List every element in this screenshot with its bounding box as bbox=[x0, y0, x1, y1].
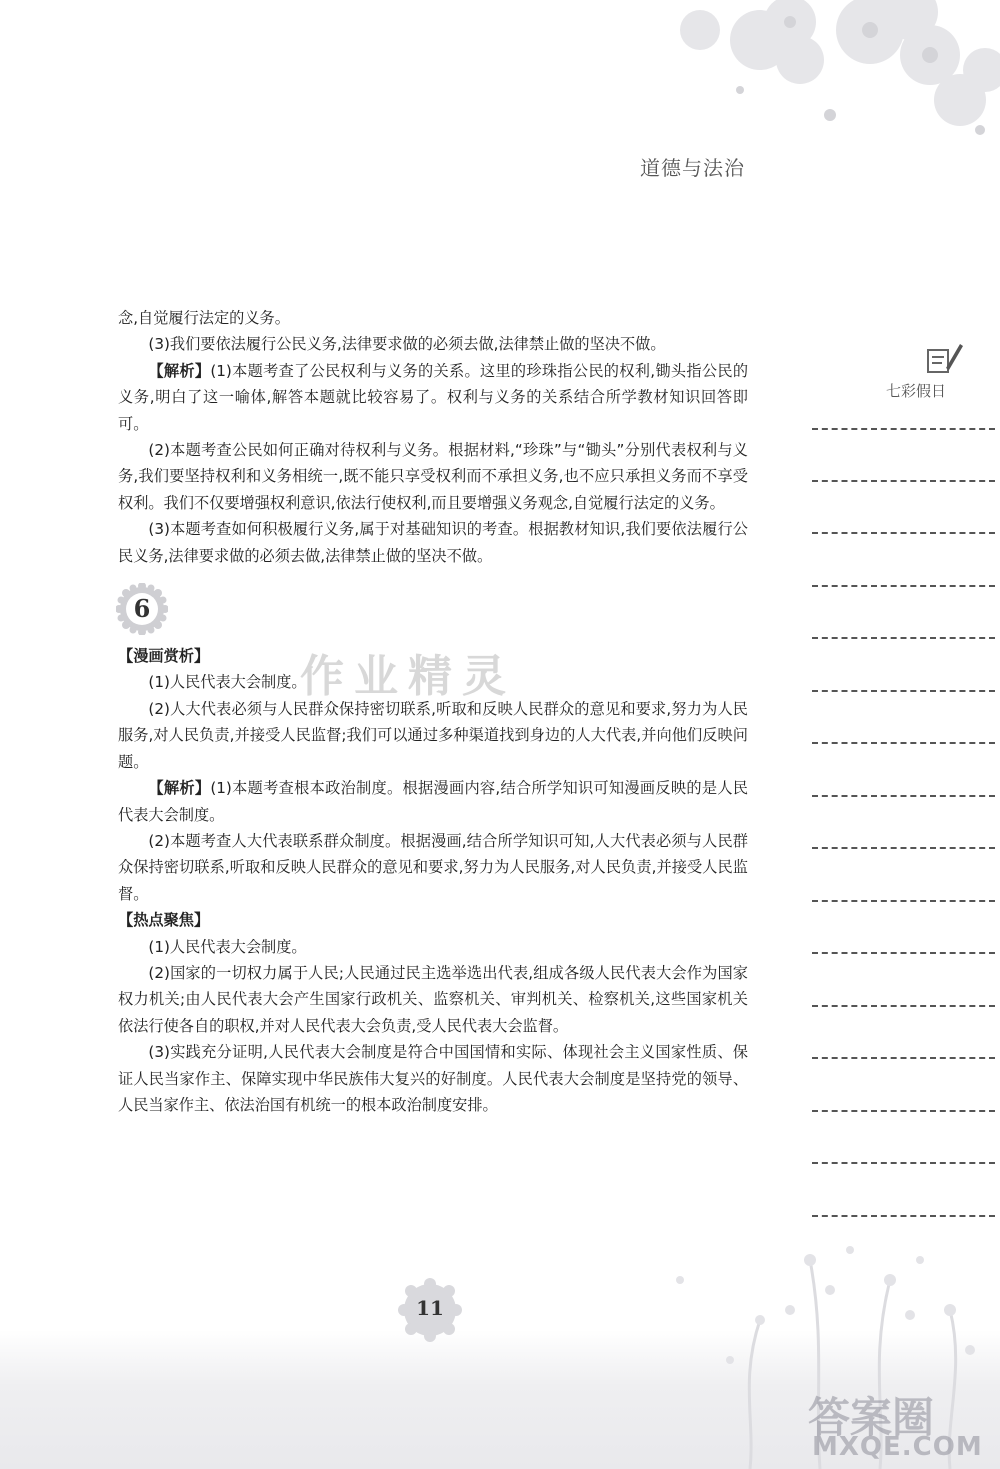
note-line bbox=[812, 847, 995, 849]
section-number: 6 bbox=[133, 594, 151, 624]
note-line bbox=[812, 480, 995, 482]
paragraph: (3)实践充分证明,人民代表大会制度是符合中国国情和实际、体现社会主义国家性质、保证人民当家作主、保障实现中华民族伟大复兴的好制度。人民代表大会制度是坚持党的领导、人民当家作主、依法治国有机统一的根本政治制度安排。 bbox=[118, 1043, 748, 1114]
paragraph bbox=[118, 358, 748, 437]
page-number-badge bbox=[398, 1278, 462, 1342]
answer-content bbox=[118, 305, 748, 1118]
note-line bbox=[812, 1057, 995, 1059]
paragraph: (2)本题考查公民如何正确对待权利与义务。根据材料,“珍珠”与“锄头”分别代表权利与义务,我们要坚持权利和义务相统一,既不能只享受权利而不承担义务,也不应只承担义务而不享受权利。我们不仅要增强权利意识,依法行使权利,而且要增强义务观念,自觉履行法定的义务。 bbox=[118, 441, 748, 512]
note-line bbox=[812, 532, 995, 534]
section-heading: 【热点聚焦】 bbox=[118, 911, 210, 930]
note-line bbox=[812, 952, 995, 954]
note-line bbox=[812, 795, 995, 797]
site-logo: 答案圈 bbox=[808, 1393, 935, 1442]
paragraph: (1)人民代表大会制度。 bbox=[148, 673, 307, 692]
analysis-label: 【解析】 bbox=[148, 361, 211, 380]
note-line bbox=[812, 585, 995, 587]
note-line bbox=[812, 637, 995, 639]
watermark: 作业精灵 bbox=[300, 651, 516, 702]
paragraph-text: (1)本题考查根本政治制度。根据漫画内容,结合所学知识可知漫画反映的是人民代表大会制度。 bbox=[118, 779, 749, 824]
note-line bbox=[812, 1215, 995, 1217]
section-heading: 【漫画赏析】 bbox=[118, 647, 210, 666]
paragraph: (2)国家的一切权力属于人民;人民通过民主选举选出代表,组成各级人民代表大会作为国家权力机关;由人民代表大会产生国家行政机关、监察机关、审判机关、检察机关,这些国家机关依法行使各自的职权,并对人民代表大会负责,受人民代表大会监督。 bbox=[118, 963, 748, 1035]
paragraph: (3)我们要依法履行公民义务,法律要求做的必须去做,法律禁止做的坚决不做。 bbox=[148, 335, 666, 354]
floral-decoration-top bbox=[640, 0, 1000, 150]
site-url: MXQE.COM bbox=[812, 1432, 983, 1462]
paragraph-text: (1)本题考查了公民权利与义务的关系。这里的珍珠指公民的权利,锄头指公民的义务,明白了这一喻体,解答本题就比较容易了。权利与义务的关系结合所学教材知识回答即可。 bbox=[118, 361, 749, 433]
note-line bbox=[812, 1110, 995, 1112]
note-line bbox=[812, 900, 995, 902]
subject-title: 道德与法治 bbox=[640, 156, 745, 180]
note-line bbox=[812, 428, 995, 430]
page-number: 11 bbox=[416, 1296, 444, 1320]
analysis-label: 【解析】 bbox=[148, 779, 211, 798]
paragraph: (2)本题考查人大代表联系群众制度。根据漫画,结合所学知识可知,人大代表必须与人民群众保持密切联系,听取和反映人民群众的意见和要求,努力为人民服务,对人民负责,并接受人民监督。 bbox=[118, 831, 748, 903]
paragraph bbox=[118, 775, 748, 828]
pen-note-icon bbox=[924, 340, 964, 376]
note-line bbox=[812, 1162, 995, 1164]
sidebar-title: 七彩假日 bbox=[886, 382, 947, 400]
section-number-badge bbox=[116, 583, 168, 635]
note-line bbox=[812, 1005, 995, 1007]
paragraph: 念,自觉履行法定的义务。 bbox=[118, 309, 290, 327]
note-line bbox=[812, 742, 995, 744]
paragraph: (1)人民代表大会制度。 bbox=[148, 937, 307, 956]
note-line bbox=[812, 690, 995, 692]
paragraph: (2)人大代表必须与人民群众保持密切联系,听取和反映人民群众的意见和要求,努力为人民服务,对人民负责,并接受人民监督;我们可以通过多种渠道找到身边的人大代表,并向他们反映问题。 bbox=[118, 699, 748, 771]
paragraph: (3)本题考查如何积极履行义务,属于对基础知识的考查。根据教材知识,我们要依法履行公民义务,法律要求做的必须去做,法律禁止做的坚决不做。 bbox=[118, 520, 748, 565]
